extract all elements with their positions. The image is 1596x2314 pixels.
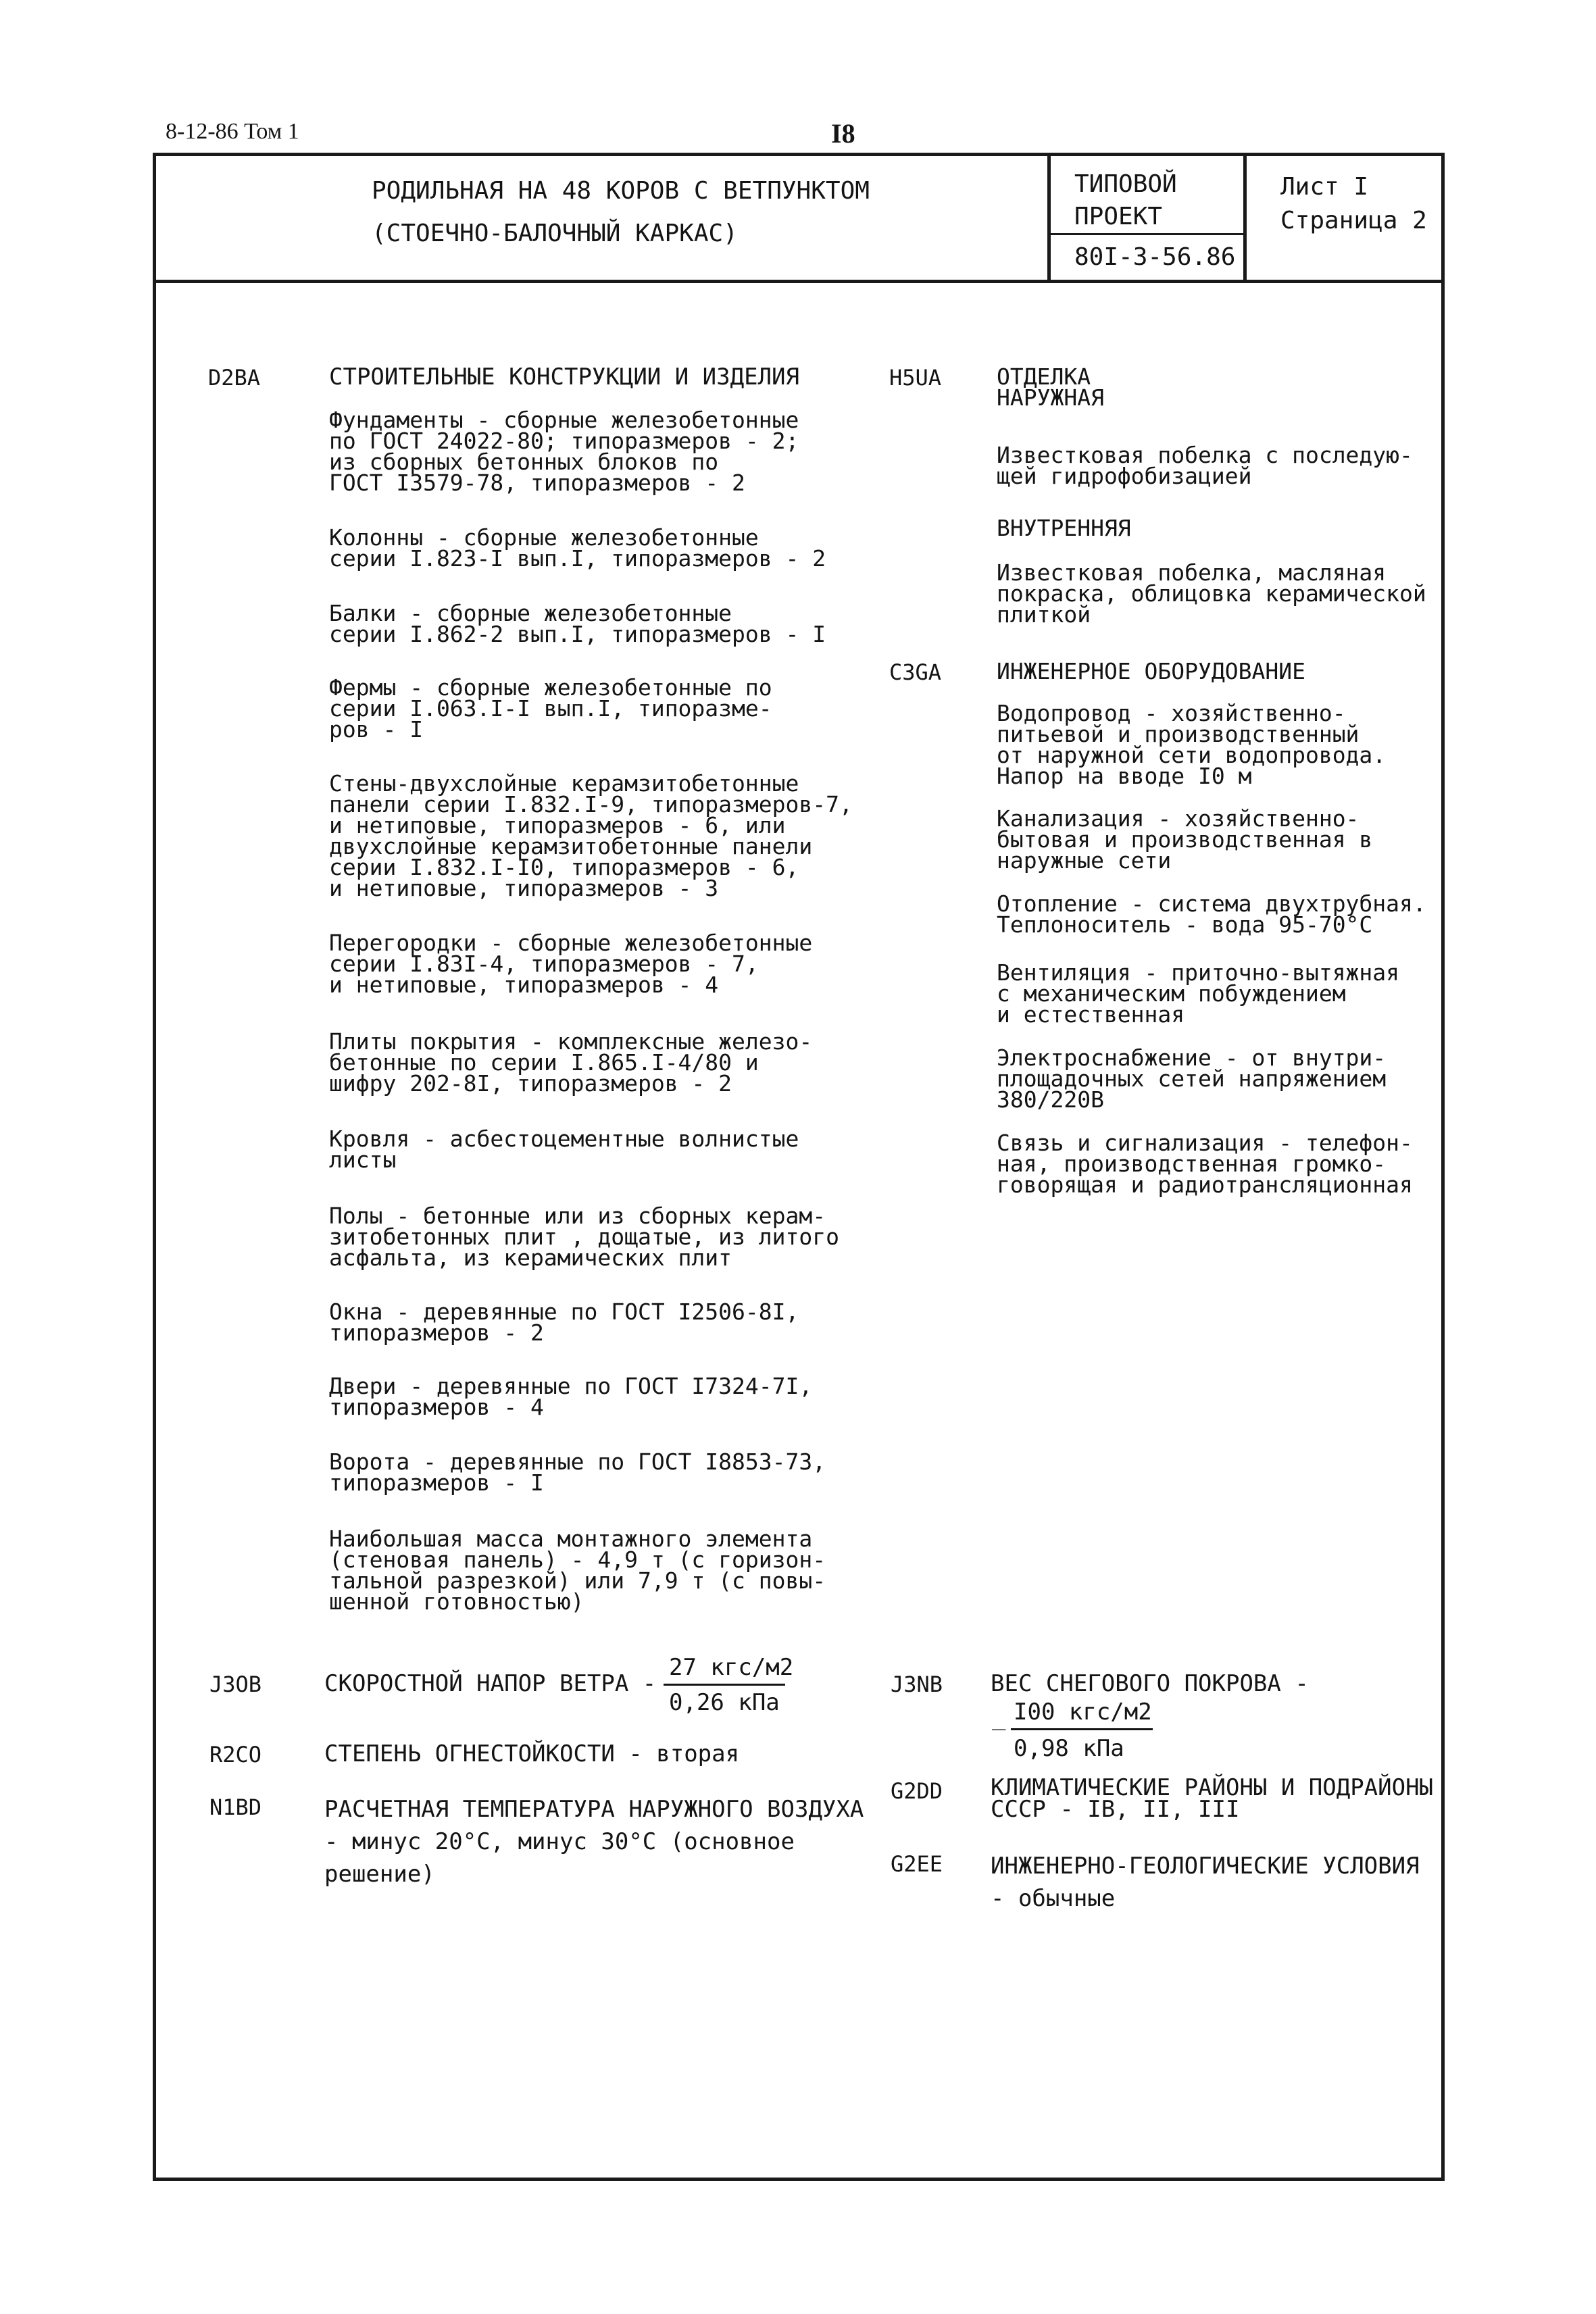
wind-pressure-value: 27 кгс/м2 xyxy=(669,1654,794,1681)
title-block-divider xyxy=(1047,233,1243,235)
snow-load-value: I00 кгс/м2 xyxy=(1014,1699,1152,1726)
page-label: Страница 2 xyxy=(1280,207,1427,234)
sheet-number: Лист I xyxy=(1280,173,1369,201)
spec-item: Электроснабжение - от внутри- площадочных сетей напряжением 380/220В xyxy=(997,1045,1387,1113)
climate-regions: КЛИМАТИЧЕСКИЕ РАЙОНЫ И ПОДРАЙОНЫ СССР - IB, II, III xyxy=(991,1774,1434,1823)
page-number: I8 xyxy=(831,118,855,149)
spec-item: Связь и сигнализация - телефон- ная, производственная громко- говорящая и радиотрансляционная xyxy=(997,1130,1413,1198)
section-code: G2DD xyxy=(891,1778,943,1804)
section-code: D2BA xyxy=(208,365,261,391)
section-code: G2EE xyxy=(891,1851,943,1877)
snow-load-value-kpa: 0,98 кПа xyxy=(1014,1735,1124,1762)
project-code: 80I-3-56.86 xyxy=(1074,243,1236,271)
section-code: J3OB xyxy=(209,1671,262,1697)
section-title: ОТДЕЛКА xyxy=(997,363,1091,390)
section-code: R2CO xyxy=(209,1742,262,1767)
section-title: ИНЖЕНЕРНОЕ ОБОРУДОВАНИЕ xyxy=(997,658,1305,684)
wind-pressure-value-kpa: 0,26 кПа xyxy=(669,1689,780,1716)
spec-item: Известковая побелка, масляная покраска, облицовка керамической плиткой xyxy=(997,559,1426,628)
design-temperature: РАСЧЕТНАЯ ТЕМПЕРАТУРА НАРУЖНОГО ВОЗДУХА - минус 20°С, минус 30°С (основное решение) xyxy=(324,1796,864,1888)
section-title: СТРОИТЕЛЬНЫЕ КОНСТРУКЦИИ И ИЗДЕЛИЯ xyxy=(329,363,799,391)
project-label: ТИПОВОЙ xyxy=(1074,170,1177,198)
fire-resistance: СТЕПЕНЬ ОГНЕСТОЙКОСТИ - вторая xyxy=(324,1740,740,1767)
snow-load-label: ВЕС СНЕГОВОГО ПОКРОВА - xyxy=(991,1670,1309,1697)
fraction-dash: _ xyxy=(992,1704,1006,1731)
spec-item: Окна - деревянные по ГОСТ I2506-8I, типоразмеров - 2 xyxy=(329,1299,799,1346)
section-code: H5UA xyxy=(889,365,942,391)
spec-item: Отопление - система двухтрубная. Теплоноситель - вода 95-70°С xyxy=(997,890,1426,938)
spec-item: Перегородки - сборные железобетонные серии I.83I-4, типоразмеров - 7, и нетиповые, типоразмеров - 4 xyxy=(329,930,813,998)
spec-item: Вентиляция - приточно-вытяжная с механическим побуждением и естественная xyxy=(997,959,1400,1028)
spec-item: Двери - деревянные по ГОСТ I7324-7I, типоразмеров - 4 xyxy=(329,1373,813,1420)
spec-item: Водопровод - хозяйственно- питьевой и производственный от наружной сети водопровода. Напор на вводе I0 м xyxy=(997,700,1387,789)
title-block-divider xyxy=(1047,153,1051,283)
spec-item: Наибольшая масса монтажного элемента (стеновая панель) - 4,9 т (с горизон- тальной разрезкой) или 7,9 т (с повы- шенной готовностью) xyxy=(329,1526,826,1615)
document-subtitle: (СТОЕЧНО-БАЛОЧНЫЙ КАРКАС) xyxy=(372,220,738,247)
project-label: ПРОЕКТ xyxy=(1074,203,1163,230)
section-code: J3NB xyxy=(891,1671,943,1697)
subsection-title: НАРУЖНАЯ xyxy=(997,384,1104,411)
fraction-line xyxy=(664,1684,785,1686)
document-reference: 8-12-86 Том 1 xyxy=(166,119,299,144)
title-block-divider xyxy=(1243,153,1247,283)
subsection-title: ВНУТРЕННЯЯ xyxy=(997,515,1131,541)
spec-item: Колонны - сборные железобетонные серии I.823-I вып.I, типоразмеров - 2 xyxy=(329,524,826,572)
spec-item: Фермы - сборные железобетонные по серии I.063.I-I вып.I, типоразме- ров - I xyxy=(329,674,772,743)
spec-item: Балки - сборные железобетонные серии I.862-2 вып.I, типоразмеров - I xyxy=(329,600,826,647)
spec-item: Кровля - асбестоцементные волнистые листы xyxy=(329,1126,799,1173)
document-title: РОДИЛЬНАЯ НА 48 КОРОВ С ВЕТПУНКТОМ xyxy=(372,177,870,205)
wind-pressure-label: СКОРОСТНОЙ НАПОР ВЕТРА - xyxy=(324,1670,657,1697)
geological-conditions: ИНЖЕНЕРНО-ГЕОЛОГИЧЕСКИЕ УСЛОВИЯ - обычные xyxy=(991,1853,1420,1912)
spec-item: Стены-двухслойные керамзитобетонные панели серии I.832.I-9, типоразмеров-7, и нетиповые, типоразмеров - 6, или двухслойные керамзитобетонные панели серии I.832.I-I0, типоразмеров - 6, и нетиповые, типоразмеров - 3 xyxy=(329,770,853,901)
spec-item: Известковая побелка с последую- щей гидрофобизацией xyxy=(997,442,1413,489)
spec-item: Полы - бетонные или из сборных керам- зитобетонных плит , дощатые, из литого асфальта, из керамических плит xyxy=(329,1203,839,1271)
section-code: N1BD xyxy=(209,1794,262,1820)
spec-item: Фундаменты - сборные железобетонные по ГОСТ 24022-80; типоразмеров - 2; из сборных бетонных блоков по ГОСТ I3579-78, типоразмеров - 2 xyxy=(329,407,799,496)
spec-item: Плиты покрытия - комплексные железо- бетонные по серии I.865.I-4/80 и шифру 202-8I, типоразмеров - 2 xyxy=(329,1028,813,1097)
spec-item: Ворота - деревянные по ГОСТ I8853-73, типоразмеров - I xyxy=(329,1449,826,1496)
fraction-line xyxy=(1011,1728,1153,1730)
section-code: C3GA xyxy=(889,659,942,685)
title-block xyxy=(153,153,1445,283)
spec-item: Канализация - хозяйственно- бытовая и производственная в наружные сети xyxy=(997,805,1373,874)
